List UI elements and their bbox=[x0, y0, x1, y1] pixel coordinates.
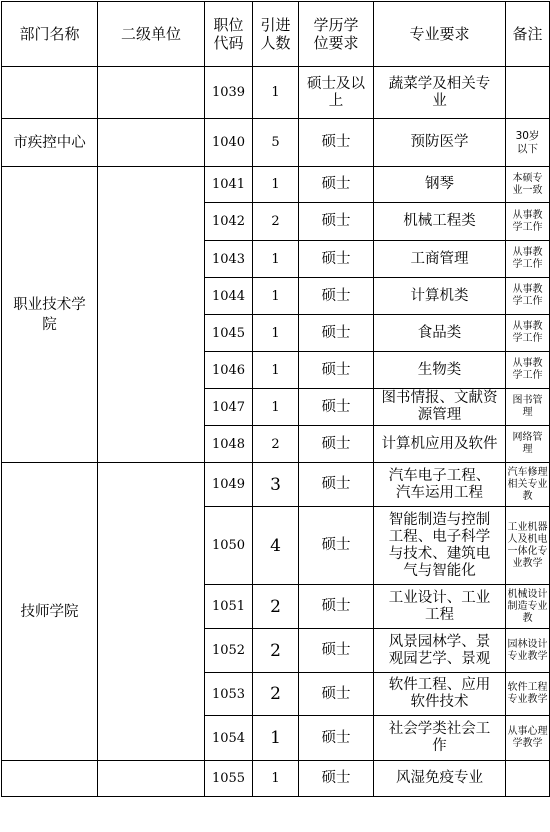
dept-cell bbox=[2, 761, 98, 797]
code-cell: 1042 bbox=[205, 203, 253, 241]
count-cell: 2 bbox=[253, 426, 299, 463]
major-cell: 计算机类 bbox=[374, 278, 506, 315]
degree-cell: 硕士 bbox=[299, 389, 374, 426]
note-cell: 本硕专业一致 bbox=[506, 167, 550, 203]
sub-unit-cell bbox=[98, 463, 205, 761]
degree-cell: 硕士 bbox=[299, 629, 374, 673]
header-note: 备注 bbox=[506, 2, 550, 67]
code-cell: 1051 bbox=[205, 585, 253, 629]
note-cell bbox=[506, 761, 550, 797]
degree-cell: 硕士 bbox=[299, 119, 374, 167]
major-cell: 智能制造与控制工程、电子科学与技术、建筑电气与智能化 bbox=[374, 507, 506, 585]
code-cell: 1041 bbox=[205, 167, 253, 203]
sub-unit-cell bbox=[98, 67, 205, 119]
note-cell: 软件工程专业教学 bbox=[506, 673, 550, 716]
major-cell: 工商管理 bbox=[374, 241, 506, 278]
major-cell: 社会学类社会工作 bbox=[374, 716, 506, 761]
sub-unit-cell bbox=[98, 167, 205, 463]
code-cell: 1055 bbox=[205, 761, 253, 797]
recruitment-table bbox=[1, 1, 550, 797]
code-cell: 1043 bbox=[205, 241, 253, 278]
header-degree: 学历学位要求 bbox=[299, 2, 374, 67]
sub-unit-cell bbox=[98, 761, 205, 797]
major-cell: 工业设计、工业工程 bbox=[374, 585, 506, 629]
count-cell: 1 bbox=[253, 67, 299, 119]
degree-cell: 硕士 bbox=[299, 167, 374, 203]
code-cell: 1049 bbox=[205, 463, 253, 507]
count-cell: 1 bbox=[253, 167, 299, 203]
major-cell: 生物类 bbox=[374, 352, 506, 389]
table-row bbox=[2, 167, 550, 203]
code-cell: 1053 bbox=[205, 673, 253, 716]
major-cell: 风景园林学、景观园艺学、景观 bbox=[374, 629, 506, 673]
header-code: 职位代码 bbox=[205, 2, 253, 67]
note-cell: 30岁以下 bbox=[506, 119, 550, 167]
header-row bbox=[2, 2, 550, 67]
major-cell: 计算机应用及软件 bbox=[374, 426, 506, 463]
count-cell: 1 bbox=[253, 278, 299, 315]
note-cell bbox=[506, 67, 550, 119]
code-cell: 1050 bbox=[205, 507, 253, 585]
degree-cell: 硕士 bbox=[299, 673, 374, 716]
degree-cell: 硕士 bbox=[299, 761, 374, 797]
major-cell: 钢琴 bbox=[374, 167, 506, 203]
dept-cell bbox=[2, 67, 98, 119]
header-sub-unit: 二级单位 bbox=[98, 2, 205, 67]
major-cell: 机械工程类 bbox=[374, 203, 506, 241]
count-cell: 3 bbox=[253, 463, 299, 507]
count-cell: 1 bbox=[253, 716, 299, 761]
code-cell: 1047 bbox=[205, 389, 253, 426]
degree-cell: 硕士 bbox=[299, 352, 374, 389]
code-cell: 1048 bbox=[205, 426, 253, 463]
header-dept: 部门名称 bbox=[2, 2, 98, 67]
note-cell: 从事教学工作 bbox=[506, 203, 550, 241]
note-cell: 网络管理 bbox=[506, 426, 550, 463]
degree-cell: 硕士 bbox=[299, 241, 374, 278]
count-cell: 1 bbox=[253, 352, 299, 389]
count-cell: 2 bbox=[253, 585, 299, 629]
count-cell: 2 bbox=[253, 673, 299, 716]
sub-unit-cell bbox=[98, 119, 205, 167]
count-cell: 1 bbox=[253, 389, 299, 426]
header-major: 专业要求 bbox=[374, 2, 506, 67]
major-cell: 软件工程、应用软件技术 bbox=[374, 673, 506, 716]
note-cell: 汽车修理相关专业教 bbox=[506, 463, 550, 507]
count-cell: 1 bbox=[253, 761, 299, 797]
count-cell: 2 bbox=[253, 203, 299, 241]
code-cell: 1040 bbox=[205, 119, 253, 167]
table-row bbox=[2, 761, 550, 797]
major-cell: 汽车电子工程、汽车运用工程 bbox=[374, 463, 506, 507]
note-cell: 从事教学工作 bbox=[506, 278, 550, 315]
header-count: 引进人数 bbox=[253, 2, 299, 67]
degree-cell: 硕士 bbox=[299, 426, 374, 463]
degree-cell: 硕士 bbox=[299, 463, 374, 507]
note-cell: 从事教学工作 bbox=[506, 315, 550, 352]
note-cell: 机械设计制造专业教 bbox=[506, 585, 550, 629]
count-cell: 2 bbox=[253, 629, 299, 673]
degree-cell: 硕士 bbox=[299, 203, 374, 241]
note-cell: 从事教学工作 bbox=[506, 352, 550, 389]
note-cell: 从事心理学教学 bbox=[506, 716, 550, 761]
count-cell: 5 bbox=[253, 119, 299, 167]
table-row bbox=[2, 463, 550, 507]
dept-cell: 职业技术学院 bbox=[2, 167, 98, 463]
degree-cell: 硕士 bbox=[299, 278, 374, 315]
major-cell: 预防医学 bbox=[374, 119, 506, 167]
table-row bbox=[2, 67, 550, 119]
degree-cell: 硕士 bbox=[299, 585, 374, 629]
code-cell: 1045 bbox=[205, 315, 253, 352]
count-cell: 4 bbox=[253, 507, 299, 585]
count-cell: 1 bbox=[253, 315, 299, 352]
note-cell: 图书管理 bbox=[506, 389, 550, 426]
code-cell: 1044 bbox=[205, 278, 253, 315]
dept-cell: 技师学院 bbox=[2, 463, 98, 761]
note-cell: 工业机器人及机电一体化专业教学 bbox=[506, 507, 550, 585]
code-cell: 1054 bbox=[205, 716, 253, 761]
table-row bbox=[2, 119, 550, 167]
code-cell: 1052 bbox=[205, 629, 253, 673]
major-cell: 风湿免疫专业 bbox=[374, 761, 506, 797]
code-cell: 1046 bbox=[205, 352, 253, 389]
note-cell: 园林设计专业教学 bbox=[506, 629, 550, 673]
note-cell: 从事教学工作 bbox=[506, 241, 550, 278]
degree-cell: 硕士及以上 bbox=[299, 67, 374, 119]
dept-cell: 市疾控中心 bbox=[2, 119, 98, 167]
degree-cell: 硕士 bbox=[299, 315, 374, 352]
count-cell: 1 bbox=[253, 241, 299, 278]
degree-cell: 硕士 bbox=[299, 507, 374, 585]
degree-cell: 硕士 bbox=[299, 716, 374, 761]
major-cell: 食品类 bbox=[374, 315, 506, 352]
major-cell: 图书情报、文献资源管理 bbox=[374, 389, 506, 426]
major-cell: 蔬菜学及相关专业 bbox=[374, 67, 506, 119]
code-cell: 1039 bbox=[205, 67, 253, 119]
